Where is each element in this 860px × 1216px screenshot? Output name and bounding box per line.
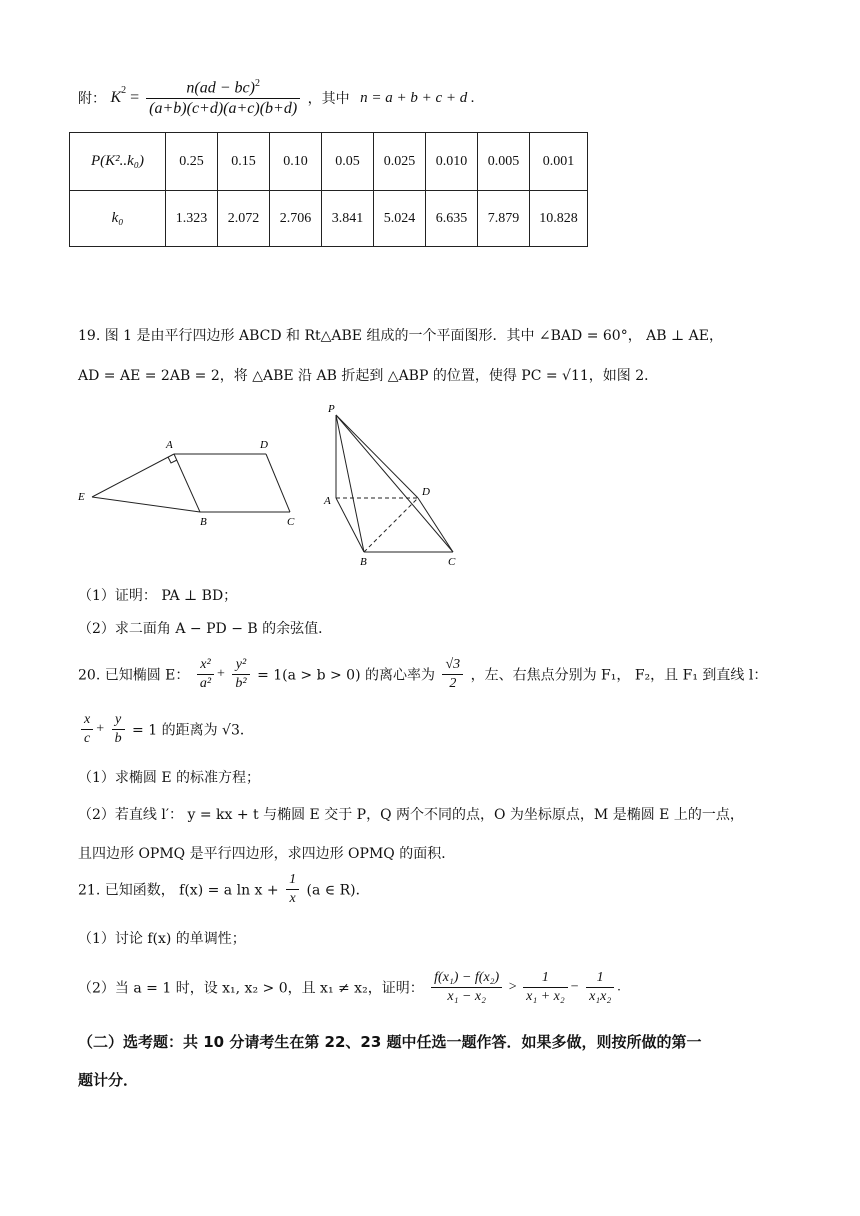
- q21-part2: （2）当 a = 1 时，设 x₁, x₂ > 0，且 x₁ ≠ x₂，证明： $\frac{\text{f(x₁) − f(x₂)}}{\text{x₁ − x₂}}$ > $\frac{1}{\text{x₁ + x₂}}$ − $\frac{1}{\text{x₁x₂}}$ .: [78, 970, 621, 1004]
- fig1-label-a: A: [166, 439, 173, 451]
- formula-denominator: (a+b)(c+d)(a+c)(b+d): [149, 100, 298, 118]
- p-cell: 0.005: [478, 133, 530, 191]
- k-cell: 6.635: [426, 191, 478, 247]
- p-cell: 0.25: [166, 133, 218, 191]
- formula-n-def: n = a + b + c + d .: [360, 89, 475, 106]
- formula-numerator: n(ad − bc)$^2$: [146, 78, 300, 99]
- p-cell: 0.05: [322, 133, 374, 191]
- k-cell: 10.828: [530, 191, 588, 247]
- fig1-label-b: B: [200, 516, 207, 528]
- y2-over-b2: $\frac{\text{y²}}{\text{b²}}$: [232, 657, 249, 692]
- figure-1-diagram: [70, 430, 310, 540]
- k-cell: 1.323: [166, 191, 218, 247]
- fig2-label-b: B: [360, 556, 367, 568]
- y-over-b: $\frac{y}{b}$: [112, 712, 125, 747]
- x-over-c: $\frac{x}{c}$: [81, 712, 93, 747]
- section-heading-line2: 题计分．: [78, 1071, 139, 1089]
- figure-2-diagram: [318, 400, 468, 570]
- q21-tail: (a ∈ R)．: [306, 882, 370, 899]
- q21-intro: 21. 已知函数， f(x) = a ln x +: [78, 882, 279, 899]
- difference-quotient: $\frac{\text{f(x₁) − f(x₂)}}{\text{x₁ − x₂}}$: [431, 970, 502, 1005]
- row2-label: k₀: [70, 191, 166, 247]
- k-cell: 5.024: [374, 191, 426, 247]
- q21-line1: [78, 872, 370, 907]
- q19-line1: 19. 图 1 是由平行四边形 ABCD 和 Rt△ABE 组成的一个平面图形．其中 ∠BAD = 60°， AB ⊥ AE，: [78, 328, 723, 344]
- k-cell: 2.072: [218, 191, 270, 247]
- section-heading-line1: （二）选考题：共 10 分请考生在第 22、23 题中任选一题作答．如果多做，则按所做的第一: [78, 1033, 702, 1051]
- q19-part2: （2）求二面角 A − PD − B 的余弦值．: [78, 621, 333, 637]
- q19-part1: （1）证明： PA ⊥ BD；: [78, 588, 238, 604]
- p-cell: 0.001: [530, 133, 588, 191]
- fig2-label-p: P: [328, 403, 335, 415]
- q20-line2: $\frac{x}{c}$ + $\frac{y}{b}$ = 1 的距离为 √3．: [78, 712, 254, 747]
- q20-ellipse-cond: = 1(a > b > 0) 的离心率为: [257, 667, 436, 684]
- rhs-fraction-1: $\frac{1}{\text{x₁ + x₂}}$: [523, 970, 568, 1005]
- q21-part2-pre: （2）当 a = 1 时，设 x₁, x₂ > 0，且 x₁ ≠ x₂，证明：: [78, 980, 424, 997]
- formula-fraction: [146, 78, 300, 118]
- k2-formula: 附： $K^2$ = $\frac{n(ad - bc)^2}{(a+b)(c+d)(a+c)(b+d)}$ ，其中 n = a + b + c + d .: [78, 78, 475, 118]
- x2-over-a2: $\frac{\text{x²}}{\text{a²}}$: [197, 657, 214, 692]
- formula-where: ，其中: [307, 91, 350, 108]
- q20-line1: 20. 已知椭圆 E： $\frac{\text{x²}}{\text{a²}}$ + $\frac{\text{y²}}{\text{b²}}$ = 1(a > b > 0) 的离心率为 $\frac{√3}{2}$ ，左、右焦点分别为 F₁， F₂，且 F₁ 到直线 l：: [78, 657, 768, 691]
- q20-intro: 20. 已知椭圆 E：: [78, 667, 190, 684]
- q20-tail: ，左、右焦点分别为 F₁， F₂，且 F₁ 到直线 l：: [470, 667, 768, 684]
- fig2-label-a: A: [324, 495, 331, 507]
- formula-prefix: 附：: [78, 91, 106, 108]
- table-row: [70, 133, 588, 191]
- k-cell: 7.879: [478, 191, 530, 247]
- one-over-x: $\frac{1}{x}$: [286, 872, 299, 907]
- p-cell: 0.10: [270, 133, 322, 191]
- rhs-fraction-2: $\frac{1}{\text{x₁x₂}}$: [586, 970, 614, 1005]
- q21-part1: （1）讨论 f(x) 的单调性；: [78, 931, 246, 947]
- fig2-label-d: D: [422, 486, 430, 498]
- q19-line2: AD = AE = 2AB = 2，将 △ABE 沿 AB 折起到 △ABP 的位置，使得 PC = √11，如图 2．: [78, 368, 659, 384]
- row1-label: P(K²..k₀): [70, 133, 166, 191]
- fig2-label-c: C: [448, 556, 456, 568]
- fig1-label-c: C: [287, 516, 295, 528]
- critical-value-table: [69, 132, 588, 247]
- k-cell: 3.841: [322, 191, 374, 247]
- p-cell: 0.025: [374, 133, 426, 191]
- k-cell: 2.706: [270, 191, 322, 247]
- fig1-label-d: D: [260, 439, 268, 451]
- q20-line2-tail: = 1 的距离为 √3．: [132, 722, 254, 739]
- p-cell: 0.15: [218, 133, 270, 191]
- fig1-label-e: E: [78, 491, 85, 503]
- formula-lhs: K: [110, 89, 122, 107]
- table-row: [70, 191, 588, 247]
- eccentricity-fraction: $\frac{√3}{2}$: [442, 657, 463, 692]
- q20-part2: （2）若直线 l′： y = kx + t 与椭圆 E 交于 P，Q 两个不同的点，O 为坐标原点，M 是椭圆 E 上的一点，: [78, 807, 744, 823]
- p-cell: 0.010: [426, 133, 478, 191]
- q20-part2b: 且四边形 OPMQ 是平行四边形，求四边形 OPMQ 的面积．: [78, 846, 456, 862]
- q20-part1: （1）求椭圆 E 的标准方程；: [78, 770, 261, 786]
